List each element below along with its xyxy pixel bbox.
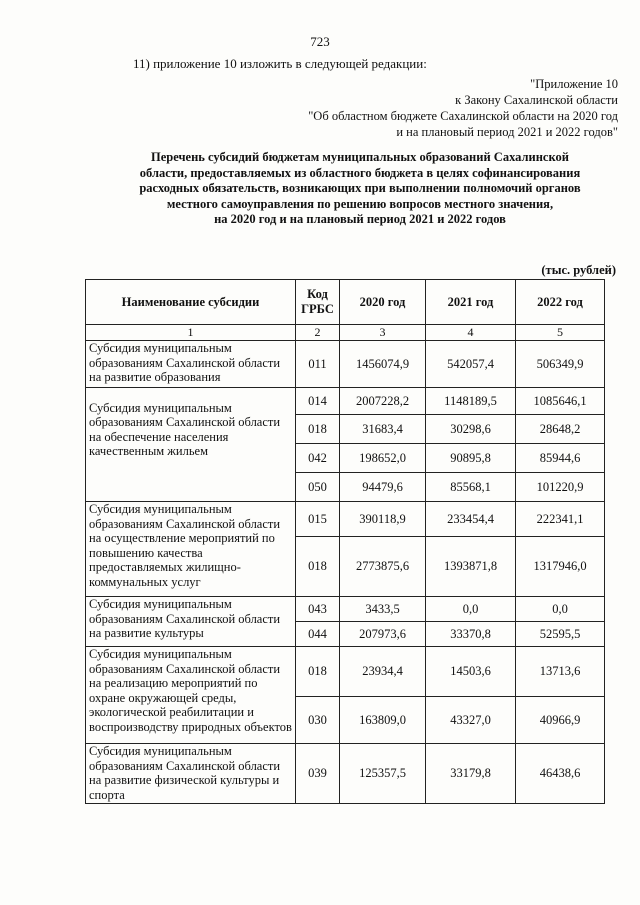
value-2020: 163809,0 bbox=[340, 697, 426, 744]
value-2022: 52595,5 bbox=[516, 622, 605, 647]
value-2021: 30298,6 bbox=[426, 415, 516, 444]
title-line: на 2020 год и на плановый период 2021 и 2022 годов bbox=[214, 212, 506, 226]
appendix-reference bbox=[308, 76, 618, 140]
table-row bbox=[86, 502, 605, 537]
index-cell: 5 bbox=[516, 325, 605, 341]
value-2020: 23934,4 bbox=[340, 647, 426, 697]
table-row bbox=[86, 647, 605, 697]
value-2022: 28648,2 bbox=[516, 415, 605, 444]
index-cell: 3 bbox=[340, 325, 426, 341]
code-cell: 042 bbox=[296, 444, 340, 473]
value-2021: 33179,8 bbox=[426, 744, 516, 804]
index-cell: 4 bbox=[426, 325, 516, 341]
title-line: местного самоуправления по решению вопросов местного значения, bbox=[166, 196, 554, 211]
value-2020: 125357,5 bbox=[340, 744, 426, 804]
page-number: 723 bbox=[310, 34, 330, 49]
appendix-line: к Закону Сахалинской области bbox=[455, 93, 618, 107]
value-2021: 233454,4 bbox=[426, 502, 516, 537]
value-2021: 90895,8 bbox=[426, 444, 516, 473]
value-2020: 207973,6 bbox=[340, 622, 426, 647]
code-cell: 044 bbox=[296, 622, 340, 647]
header-name: Наименование субсидии bbox=[86, 280, 296, 325]
value-2022: 13713,6 bbox=[516, 647, 605, 697]
subsidy-name: Субсидия муниципальным образованиям Сахалинской области на развитие культуры bbox=[86, 597, 296, 647]
header-2020: 2020 год bbox=[340, 280, 426, 325]
subsidy-name: Субсидия муниципальным образованиям Сахалинской области на развитие физической культуры и спорта bbox=[86, 744, 296, 804]
value-2022: 1085646,1 bbox=[516, 388, 605, 415]
appendix-line: "Приложение 10 bbox=[530, 77, 618, 91]
value-2022: 40966,9 bbox=[516, 697, 605, 744]
code-cell: 018 bbox=[296, 537, 340, 597]
value-2020: 94479,6 bbox=[340, 473, 426, 502]
code-cell: 039 bbox=[296, 744, 340, 804]
value-2021: 1148189,5 bbox=[426, 388, 516, 415]
header-row bbox=[86, 280, 605, 325]
appendix-line: "Об областном бюджете Сахалинской области на 2020 год bbox=[308, 109, 618, 123]
value-2022: 85944,6 bbox=[516, 444, 605, 473]
table-row bbox=[86, 597, 605, 622]
title-line: области, предоставляемых из областного бюджета в целях софинансирования bbox=[139, 165, 581, 180]
code-cell: 014 bbox=[296, 388, 340, 415]
value-2020: 3433,5 bbox=[340, 597, 426, 622]
header-2022: 2022 год bbox=[516, 280, 605, 325]
value-2021: 85568,1 bbox=[426, 473, 516, 502]
code-cell: 043 bbox=[296, 597, 340, 622]
value-2020: 1456074,9 bbox=[340, 341, 426, 388]
code-cell: 015 bbox=[296, 502, 340, 537]
subsidy-name: Субсидия муниципальным образованиям Сахалинской области на реализацию мероприятий по охране окружающей среды, экологической реабилитации и воспроизводству природных объектов bbox=[86, 647, 296, 744]
table-row bbox=[86, 341, 605, 388]
title-line: расходных обязательств, возникающих при выполнении полномочий органов bbox=[139, 181, 581, 195]
value-2022: 222341,1 bbox=[516, 502, 605, 537]
value-2022: 101220,9 bbox=[516, 473, 605, 502]
document-title bbox=[100, 150, 620, 228]
subsidy-name: Субсидия муниципальным образованиям Сахалинской области на обеспечение населения качественным жильем bbox=[86, 388, 296, 502]
code-cell: 018 bbox=[296, 647, 340, 697]
table-row bbox=[86, 388, 605, 415]
header-2021: 2021 год bbox=[426, 280, 516, 325]
value-2020: 2007228,2 bbox=[340, 388, 426, 415]
code-cell: 011 bbox=[296, 341, 340, 388]
value-2022: 0,0 bbox=[516, 597, 605, 622]
subsidy-name: Субсидия муниципальным образованиям Сахалинской области на развитие образования bbox=[86, 341, 296, 388]
value-2022: 506349,9 bbox=[516, 341, 605, 388]
value-2022: 46438,6 bbox=[516, 744, 605, 804]
intro-text: 11) приложение 10 изложить в следующей редакции: bbox=[133, 56, 427, 71]
appendix-line: и на плановый период 2021 и 2022 годов" bbox=[396, 125, 618, 139]
value-2020: 198652,0 bbox=[340, 444, 426, 473]
title-line: Перечень субсидий бюджетам муниципальных образований Сахалинской bbox=[151, 150, 569, 164]
value-2020: 390118,9 bbox=[340, 502, 426, 537]
index-cell: 2 bbox=[296, 325, 340, 341]
value-2021: 1393871,8 bbox=[426, 537, 516, 597]
value-2021: 542057,4 bbox=[426, 341, 516, 388]
code-cell: 050 bbox=[296, 473, 340, 502]
code-cell: 018 bbox=[296, 415, 340, 444]
header-code: Код ГРБС bbox=[296, 280, 340, 325]
index-cell: 1 bbox=[86, 325, 296, 341]
code-cell: 030 bbox=[296, 697, 340, 744]
subsidy-name: Субсидия муниципальным образованиям Сахалинской области на осуществление мероприятий по повышению качества предоставляемых жилищно-коммунальных услуг bbox=[86, 502, 296, 597]
index-row bbox=[86, 325, 605, 341]
value-2021: 33370,8 bbox=[426, 622, 516, 647]
table-row bbox=[86, 744, 605, 804]
value-2020: 31683,4 bbox=[340, 415, 426, 444]
value-2020: 2773875,6 bbox=[340, 537, 426, 597]
units-label: (тыс. рублей) bbox=[541, 263, 616, 277]
value-2021: 0,0 bbox=[426, 597, 516, 622]
value-2022: 1317946,0 bbox=[516, 537, 605, 597]
value-2021: 43327,0 bbox=[426, 697, 516, 744]
subsidy-table bbox=[85, 279, 605, 804]
value-2021: 14503,6 bbox=[426, 647, 516, 697]
